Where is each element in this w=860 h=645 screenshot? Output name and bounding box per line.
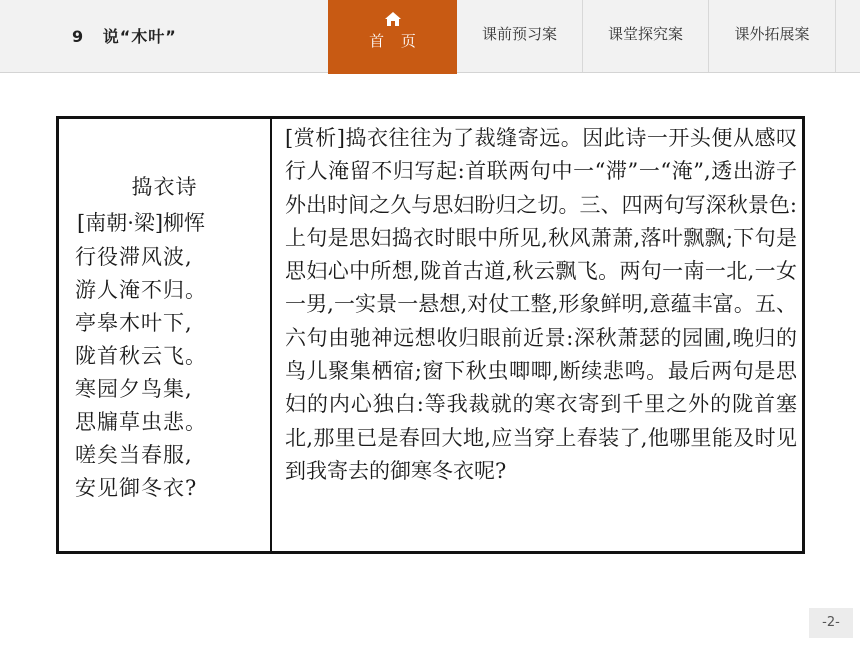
poem-line: 亭皋木叶下, (75, 311, 193, 335)
home-tab-label: 首 页 (369, 32, 422, 50)
tab-preview-label: 课前预习案 (481, 25, 557, 43)
tab-classroom[interactable] (583, 0, 709, 72)
lesson-number: 9 (72, 27, 85, 46)
poem-line: 陇首秋云飞。 (75, 344, 207, 368)
lesson-title (72, 0, 177, 72)
poem-line: 游人淹不归。 (75, 278, 207, 302)
poem-author: [南朝·梁]柳恽 (77, 211, 206, 235)
poem-column (59, 119, 272, 551)
home-tab[interactable] (328, 0, 457, 74)
poem-line: 嗟矣当春服, (75, 443, 193, 467)
tab-preview[interactable] (457, 0, 583, 72)
top-navigation-bar (0, 0, 860, 73)
poem-lines (75, 241, 207, 505)
lesson-title-text: 说“木叶” (102, 27, 177, 46)
tab-extension[interactable] (709, 0, 836, 72)
poem-line: 安见御冬衣? (75, 476, 198, 500)
home-icon (384, 11, 402, 27)
poem-analysis-table (56, 116, 805, 554)
analysis-text-block (285, 122, 797, 488)
poem-line: 寒园夕鸟集, (75, 377, 193, 401)
tab-classroom-label: 课堂探究案 (607, 25, 683, 43)
poem-title: 捣衣诗 (131, 175, 198, 199)
analysis-tag: [赏析] (285, 126, 345, 150)
page-number: -2- (809, 608, 853, 638)
poem-line: 思牖草虫悲。 (75, 410, 207, 434)
tab-extension-label: 课外拓展案 (734, 25, 810, 43)
poem-line: 行役滞风波, (75, 245, 193, 269)
analysis-body: 捣衣往往为了裁缝寄远。因此诗一开头便从感叹行人淹留不归写起:首联两句中一“滞”一“淹”,透出游子外出时间之久与思妇盼归之切。三、四两句写深秋景色:上句是思妇捣衣时眼中所见,秋风萧萧,落叶飘飘;下句是思妇心中所想,陇首古道,秋云飘飞。两句一南一北,一女一男,一实景一悬想,对仗工整,形象鲜明,意蕴丰富。五、六句由驰神远想收归眼前近景:深秋萧瑟的园圃,晚归的鸟儿聚集栖宿;窗下秋虫唧唧,断续悲鸣。最后两句是思妇的内心独白:等我裁就的寒衣寄到千里之外的陇首塞北,那里已是春回大地,应当穿上春装了,他哪里能及时见到我寄去的御寒冬衣呢? (285, 126, 798, 483)
